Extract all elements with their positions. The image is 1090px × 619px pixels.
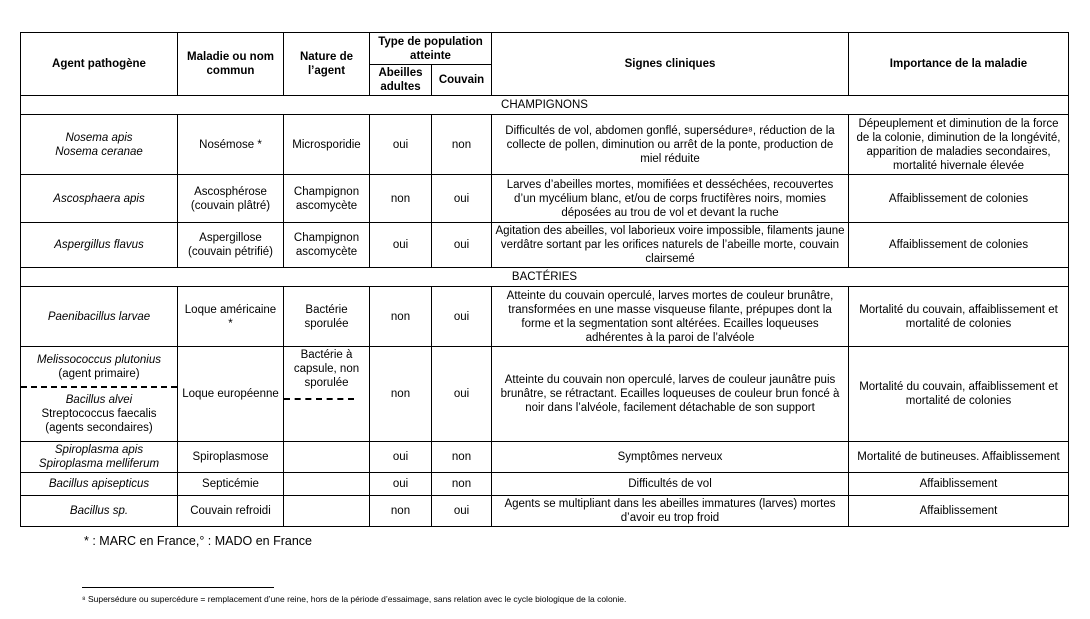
- agent-name: Streptococcus faecalis: [41, 408, 157, 420]
- nature-cell: Champignon ascomycète: [284, 175, 370, 223]
- importance-cell: Mortalité de butineuses. Affaiblissement: [849, 442, 1069, 473]
- agent-name: Ascosphaera apis: [53, 192, 145, 205]
- couvain-cell: oui: [432, 347, 492, 442]
- agent-cell: [21, 115, 178, 175]
- section-row: [21, 96, 1069, 115]
- agent-cell: [21, 473, 178, 496]
- table-row: [21, 496, 1069, 527]
- adultes-cell: non: [370, 347, 432, 442]
- table-row: [21, 473, 1069, 496]
- header-signes: Signes cliniques: [492, 33, 849, 96]
- footnote-rule: [82, 587, 274, 588]
- adultes-cell: non: [370, 175, 432, 223]
- couvain-cell: oui: [432, 175, 492, 223]
- table-legend: * : MARC en France,° : MADO en France: [84, 534, 312, 548]
- section-champignons: CHAMPIGNONS: [21, 96, 1069, 115]
- agent-cell: [21, 496, 178, 527]
- adultes-cell: oui: [370, 473, 432, 496]
- importance-cell: Affaiblissement de colonies: [849, 223, 1069, 268]
- nature-cell: [284, 496, 370, 527]
- header-maladie: Maladie ou nom commun: [178, 33, 284, 96]
- header-nature: Nature de l’agent: [284, 33, 370, 96]
- agent-name: Bacillus sp.: [69, 505, 129, 517]
- nature-cell: Microsporidie: [284, 115, 370, 175]
- nature-cell: [284, 473, 370, 496]
- maladie-cell: Ascosphérose (couvain plâtré): [178, 175, 284, 223]
- table-row: [21, 115, 1069, 175]
- agent-name: Melissococcus plutonius: [36, 354, 161, 366]
- table-row: [21, 223, 1069, 268]
- signes-cell: Atteinte du couvain operculé, larves mortes de couleur brunâtre, transformées en une masse visqueuse filante, prépupes dont la forme et la segmentation sont altérées. Ecailles loqueuses adhérentes à la paroi de l’alvéole: [492, 287, 849, 347]
- signes-cell: Larves d’abeilles mortes, momifiées et desséchées, recouvertes d’un mycélium blanc, et/ou de corps fructifères noirs, momies déposées au trou de vol et devant la ruche: [492, 175, 849, 223]
- dashed-separator: [284, 398, 354, 400]
- agent-name: Paenibacillus larvae: [47, 310, 151, 323]
- couvain-cell: oui: [432, 496, 492, 527]
- adultes-cell: non: [370, 496, 432, 527]
- agent-name: Spiroplasma melliferum: [38, 458, 160, 470]
- couvain-cell: non: [432, 115, 492, 175]
- table-row: [21, 287, 1069, 347]
- agent-note: (agents secondaires): [45, 422, 153, 434]
- agent-name: Aspergillus flavus: [54, 239, 144, 251]
- agent-name: Bacillus alvei: [65, 394, 133, 406]
- signes-cell: Difficultés de vol: [492, 473, 849, 496]
- couvain-cell: non: [432, 473, 492, 496]
- agent-cell: [21, 347, 178, 442]
- adultes-cell: non: [370, 287, 432, 347]
- footnote: ⁸ Supersédure ou supercédure = remplacement d’une reine, hors de la période d’essaimage, sans relation avec le cycle biologique de la colonie.: [82, 594, 627, 604]
- table-row: [21, 442, 1069, 473]
- header-importance: Importance de la maladie: [849, 33, 1069, 96]
- pathogen-table: [20, 32, 1069, 527]
- couvain-cell: oui: [432, 287, 492, 347]
- maladie-cell: Spiroplasmose: [178, 442, 284, 473]
- agent-name: Spiroplasma apis: [54, 444, 144, 456]
- importance-cell: Mortalité du couvain, affaiblissement et mortalité de colonies: [849, 287, 1069, 347]
- dashed-separator: [21, 386, 177, 388]
- importance-cell: Affaiblissement de colonies: [849, 175, 1069, 223]
- agent-name: Nosema ceranae: [55, 145, 143, 158]
- maladie-cell: Couvain refroidi: [178, 496, 284, 527]
- header-adultes: Abeilles adultes: [370, 65, 432, 96]
- section-row: [21, 268, 1069, 287]
- importance-cell: Affaiblissement: [849, 473, 1069, 496]
- adultes-cell: oui: [370, 442, 432, 473]
- header-couvain: Couvain: [432, 65, 492, 96]
- nature-text: Bactérie à capsule, non sporulée: [293, 349, 360, 389]
- maladie-cell: Aspergillose (couvain pétrifié): [178, 223, 284, 268]
- nature-cell: [284, 442, 370, 473]
- signes-cell: Atteinte du couvain non operculé, larves de couleur jaunâtre puis brunâtre, se rétractant. Ecailles loqueuses de couleur brun foncé à noir dans l’alvéole, facilement détachable de son support: [492, 347, 849, 442]
- signes-cell: Difficultés de vol, abdomen gonflé, supersédure⁸, réduction de la collecte de pollen, diminution ou arrêt de la ponte, production de miel réduite: [492, 115, 849, 175]
- agent-cell: [21, 223, 178, 268]
- couvain-cell: non: [432, 442, 492, 473]
- agent-cell: [21, 442, 178, 473]
- agent-name: Bacillus apisepticus: [48, 478, 150, 490]
- importance-cell: Dépeuplement et diminution de la force de la colonie, diminution de la longévité, apparition de maladies secondaires, mortalité hivernale élevée: [849, 115, 1069, 175]
- adultes-cell: oui: [370, 115, 432, 175]
- nature-cell: Champignon ascomycète: [284, 223, 370, 268]
- signes-cell: Agitation des abeilles, vol laborieux voire impossible, filaments jaune verdâtre sortant par les orifices naturels de l’abeille morte, couvain clairsemé: [492, 223, 849, 268]
- maladie-cell: Septicémie: [178, 473, 284, 496]
- signes-cell: Agents se multipliant dans les abeilles immatures (larves) mortes d’avoir eu trop froid: [492, 496, 849, 527]
- header-agent: Agent pathogène: [21, 33, 178, 96]
- maladie-cell: Loque européenne: [178, 347, 284, 442]
- agent-cell: [21, 287, 178, 347]
- maladie-cell: Loque américaine *: [178, 287, 284, 347]
- agent-note: (agent primaire): [58, 368, 140, 380]
- importance-cell: Affaiblissement: [849, 496, 1069, 527]
- agent-cell: [21, 175, 178, 223]
- signes-cell: Symptômes nerveux: [492, 442, 849, 473]
- couvain-cell: oui: [432, 223, 492, 268]
- nature-cell: Bactérie sporulée: [284, 287, 370, 347]
- table-row: [21, 347, 1069, 442]
- table-row: [21, 175, 1069, 223]
- maladie-cell: Nosémose *: [178, 115, 284, 175]
- adultes-cell: oui: [370, 223, 432, 268]
- header-type-population: Type de population atteinte: [370, 33, 492, 65]
- agent-name: Nosema apis: [65, 131, 133, 144]
- nature-cell: [284, 347, 370, 442]
- section-bacteries: BACTÉRIES: [21, 268, 1069, 287]
- importance-cell: Mortalité du couvain, affaiblissement et mortalité de colonies: [849, 347, 1069, 442]
